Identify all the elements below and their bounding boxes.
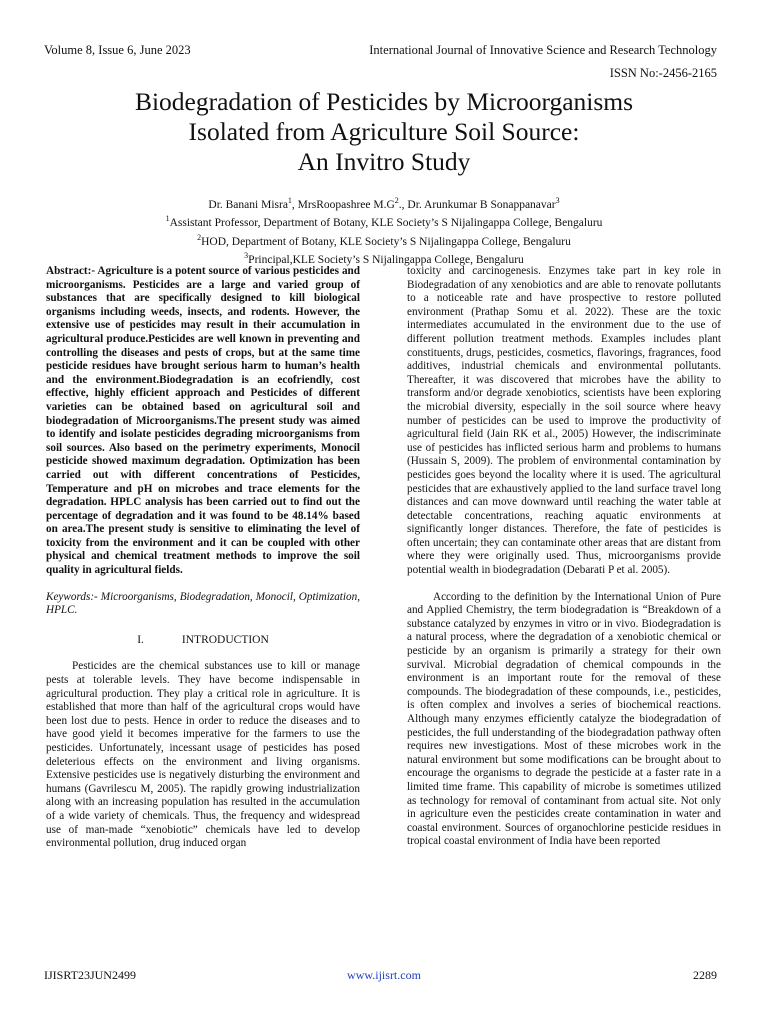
issn-number: ISSN No:-2456-2165 <box>609 66 717 80</box>
volume-issue: Volume 8, Issue 6, June 2023 <box>44 43 191 57</box>
keywords: Keywords:- Microorganisms, Biodegradation, Monocil, Optimization, HPLC. <box>46 590 360 617</box>
author-3-sup: 3 <box>555 196 560 205</box>
author-names <box>0 194 768 212</box>
author-3: ., Dr. Arunkumar B Sonappanavar <box>398 198 556 211</box>
intro-paragraph-1: Pesticides are the chemical substances use to kill or manage pests at tolerable levels. They have become indispensable in agricultural production. They play a critical role in agriculture. It is established that more than half of the agricultural crops would have been lost due to pests. Hence in order to reduce the diseases and to have good yield it becomes imperative for the farmers to use the pesticides. Unfortunately, incessant usage of pesticides has posed deleterious effects on the environment and living organisms. Extensive pesticides use is negatively disturbing the environment and humans (Gavrilescu M, 2005). The rapidly growing industrialization along with an increasing population has resulted in the accumulation of a wide variety of chemicals. Thus, the frequency and widespread use of man-made “xenobiotic” chemicals have led to develop environmental pollution, drug induced organ <box>46 660 360 850</box>
paper-id: IJISRT23JUN2499 <box>44 968 136 982</box>
section-title: INTRODUCTION <box>181 633 269 646</box>
title-line-3: An Invitro Study <box>297 147 471 176</box>
affiliation-1: $^1$Assistant Professor, Department of Botany, KLE Society’s S Nijalingappa College, Bengaluru <box>165 214 603 230</box>
title-line-2: Isolated from Agriculture Soil Source: <box>188 117 580 146</box>
left-column <box>46 265 360 851</box>
intro-paragraph-2: toxicity and carcinogenesis. Enzymes take part in key role in Biodegradation of any xenobiotics and are able to renovate pollutants to a noticeable rate and have prospective to restore polluted environment (Prathap Somu et al. 2022). These are the toxic intermediates accumulated in the environment due to the use of different pollution treatment methods. Examples includes plant constituents, drugs, pesticides, cosmetics, flavorings, fragrances, food additives, industrial chemicals and environmental pollutants. Thereafter, it was discovered that microbes have the ability to transform and/or degrade xenobiotics, scientists have been exploring the microbial diversity, especially in the soil source where heavy number of pesticides can be used to improve the productivity of agricultural field (Jain RK et al., 2005) However, the indiscriminate use of pesticides has inflicted serious harm and problems to humans (Hussain S, 2009). The problem of environmental contamination by pesticides goes beyond the locality where it is used. The agricultural pesticides that are exhaustively applied to the land surface travel long distances and can move downward until reaching the water table at detectable concentrations, reaching aquatic environments at significantly longer distances. Therefore, the fate of pesticides is often uncertain; they can contaminate other areas that are distant from where they were originally used. Thus, microorganisms provide potential wealth in biodegradation (Debarati P et al. 2005). <box>407 265 721 577</box>
right-column <box>407 265 721 849</box>
author-2-sup: 2 <box>394 196 399 205</box>
affiliation-2: $^2$HOD, Department of Botany, KLE Society’s S Nijalingappa College, Bengaluru <box>197 232 571 248</box>
affiliation-3: $^3$Principal,KLE Society’s S Nijalingappa College, Bengaluru <box>244 250 524 266</box>
author-block <box>0 194 768 267</box>
section-number: I. <box>137 633 144 646</box>
journal-name: International Journal of Innovative Science and Research Technology <box>369 43 717 57</box>
intro-paragraph-3: According to the definition by the International Union of Pure and Applied Chemistry, the term biodegradation is “Breakdown of a substance catalyzed by enzymes in vitro or in vivo. Biodegradation is a natural process, where the degradation of a xenobiotic chemical or pesticide by an organism is primarily a strategy for their own survival. Microbial degradation of chemical compounds in the environment is an important route for the removal of these compounds. The biodegradation of these compounds, i.e., pesticides, is often complex and involves a series of biochemical reactions. Although many enzymes efficiently catalyze the biodegradation of pesticides, the full understanding of the biodegradation pathway often requires new investigations. Most of these microbes work in the natural environment but some modifications can be brought about to encourage the organisms to degrade the pesticide at a faster rate in a limited time frame. This capability of microbe is sometimes utilized as technology for removal of contaminant from actual site. Not only in agriculture even the pesticides create contamination in water and coastal environment. Sources of organochlorine pesticide residues in tropical coastal environment of India have been reported <box>407 590 721 848</box>
author-1: Dr. Banani Misra <box>208 198 288 211</box>
author-1-sup: 1 <box>287 196 292 205</box>
author-2: , MrsRoopashree M.G <box>291 198 395 211</box>
section-heading-introduction <box>46 634 360 648</box>
abstract: Abstract:- Agriculture is a potent source of various pesticides and microorganisms. Pesticides are a large and varied group of substances that are specifically designed to kill biological organisms including weeds, insects, and rodents. However, the extensive use of pesticides may result in their accumulation in agricultural produce.Pesticides are well known in preventing and controlling the diseases and pests of crops, but at the same time pesticide residues have brought serious harm to human’s health and the environment.Biodegradation is an ecofriendly, cost effective, highly efficient approach and Pesticides of different varieties can be obtained based on agricultural soil and biodegradation of Microorganisms.The present study was aimed to identify and isolate pesticides degrading microorganisms from soil sources. Also based on the perimetry experiments, Monocil pesticide showed maximum degradation. Optimization has been carried out with different concentrations of Pesticides, Temperature and pH on microbes and trace elements for the degradation. HPLC analysis has been carried out to find out the percentage of degradation and it was found to be 48.14% based on area.The present study is sensitive to eliminating the level of toxicity from the environment and it can be coupled with other physical and chemical treatment methods to improve the soil quality in agricultural fields. <box>46 265 360 577</box>
journal-website-link[interactable]: www.ijisrt.com <box>347 968 421 982</box>
title-line-1: Biodegradation of Pesticides by Microorganisms <box>134 87 634 116</box>
paper-title <box>0 87 768 177</box>
page-number: 2289 <box>693 968 717 982</box>
